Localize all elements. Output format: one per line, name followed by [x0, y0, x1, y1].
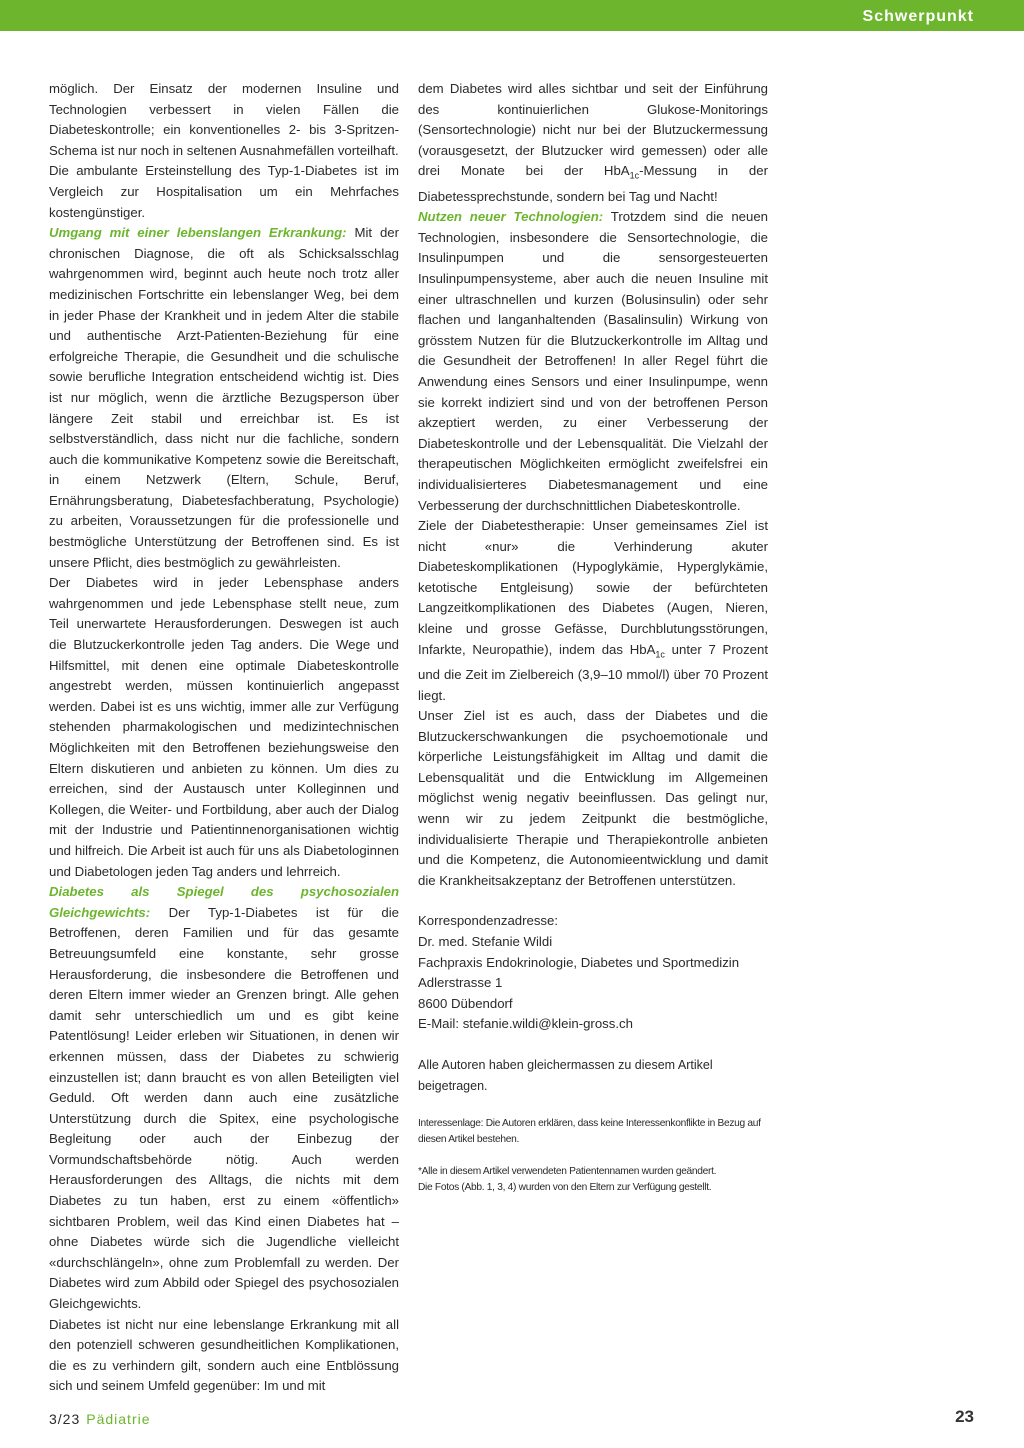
- section-label: Schwerpunkt: [862, 8, 974, 25]
- address-line: Dr. med. Stefanie Wildi: [418, 934, 553, 950]
- paragraph: [49, 882, 399, 1314]
- paragraph: [49, 223, 399, 573]
- paragraph-text: -Messung in der Diabetessprechstunde, sondern bei Tag und Nacht!: [418, 163, 768, 204]
- paragraph: [418, 516, 768, 706]
- subheading: Umgang mit einer lebenslangen Erkrankung:: [49, 225, 347, 241]
- page-number: 23: [955, 1407, 974, 1426]
- subheading: Nutzen neuer Technologien:: [418, 209, 604, 225]
- paragraph-text: Der Typ-1-Diabetes ist für die Betroffenen, deren Familien und für das gesamte Betreuungsumfeld eine konstante, sehr grosse Herausforderung, die insbesondere die Betroffenen und deren Eltern immer wieder an Grenzen bringt. Alle gehen damit sehr unterschiedlich um und es gibt keine Patentlösung! Leider erleben wir Situationen, in denen wir erkennen müssen, dass der Diabetes zu schwierig einzustellen ist; dann braucht es von allen Beteiligten viel Geduld. Oft werden dann auch eine zusätzliche Unterstützung durch die Spitex, eine psychologische Begleitung oder auch der Einbezug der Vormundschaftsbehörde nötig. Auch werden Herausforderungen des Alltags, die nichts mit dem Diabetes zu tun haben, erst zu einem «öffentlich» sichtbaren Problem, weil das Kind einen Diabetes hat – ohne Diabetes würde sich die Jugendliche vielleicht «durchschlängeln», ohne zum Problemfall zu werden. Der Diabetes wird zum Abbild oder Spiegel des psychosozialen Gleichgewichts.: [49, 904, 399, 1312]
- paragraph-text: dem Diabetes wird alles sichtbar und seit der Einführung des kontinuierlichen Glukose-Monitorings (Sensortechnologie) nicht nur bei der Blutzuckermessung (vorausgesetzt, der Blutzucker wird gemessen) oder alle drei Monate bei der HbA: [418, 81, 768, 179]
- right-column: [418, 79, 768, 1196]
- issue-number: 3/23: [49, 1411, 81, 1427]
- paragraph: Die ambulante Ersteinstellung des Typ-1-Diabetes ist im Vergleich zur Hospitalisation um ein Mehrfaches kostengünstiger.: [49, 163, 399, 220]
- subscript: 1c: [629, 171, 640, 182]
- footer-issue-info: [49, 1411, 151, 1427]
- footnote-line: Die Fotos (Abb. 1, 3, 4) wurden von den Eltern zur Verfügung gestellt.: [418, 1182, 712, 1194]
- paragraph: [418, 79, 768, 207]
- paragraph-text: Trotzdem sind die neuen Technologien, insbesondere die Sensortechnologie, die Insulinpumpen und die sensorgesteuerten Insulinpumpensysteme, aber auch die neuen Insuline mit einer ultraschnellen und kurzen (Bolusinsulin) oder sehr flachen und langanhaltenden (Basalinsulin) Wirkung von grösstem Nutzen für die Blutzuckerkontrolle im Alltag und die Gesundheit der Betroffenen! In aller Regel führt die Anwendung eines Sensors und einer Insulinpumpe, wenn sie korrekt indiziert sind und von der betroffenen Person akzeptiert werden, zu einer Verbesserung der Diabeteskontrolle und der Lebensqualität. Die Vielzahl der therapeutischen Möglichkeiten ermöglicht zweifelsfrei ein individualisierteres Diabetesmanagement und eine Verbesserung der durchschnittlichen Diabeteskontrolle.: [418, 209, 768, 513]
- paragraph: möglich. Der Einsatz der modernen Insuline und Technologien verbessert in vielen Fällen die Diabeteskontrolle; ein konventionelles 2- bis 3-Spritzen-Schema ist nur noch in seltenen Ausnahmefällen vorteilhaft.: [49, 81, 399, 158]
- paragraph-text: unter 7 Prozent und die Zeit im Zielbereich (3,9–10 mmol/l) über 70 Prozent liegt.: [418, 641, 768, 703]
- left-column: [49, 79, 399, 1397]
- footnote-line: *Alle in diesem Artikel verwendeten Patientennamen wurden geändert.: [418, 1166, 717, 1178]
- footnote: [418, 1164, 768, 1196]
- paragraph: Diabetes ist nicht nur eine lebenslange Erkrankung mit all den potenziell schweren gesundheitlichen Komplikationen, die es zu verhindern gilt, sondern auch eine Entblössung sich und seinem Umfeld gegenüber: Im und mit: [49, 1316, 399, 1394]
- paragraph-text: Mit der chronischen Diagnose, die oft als Schicksalsschlag wahrgenommen wird, beginnt auch heute noch trotz aller medizinischen Fortschritte ein lebenslanger Weg, bei dem in jeder Phase der Krankheit und in jedem Alter die stabile und authentische Arzt-Patienten-Beziehung für eine erfolgreiche Therapie, die Gesundheit und die schulische sowie berufliche Integration entscheidend wichtig ist. Dies ist nur möglich, wenn die ärztliche Bezugsperson über längere Zeit stabil und erreichbar ist. Es ist selbstverständlich, dass nicht nur die fachliche, sondern auch die kommunikative Kompetenz sowie die Bereitschaft, in einem Netzwerk (Eltern, Schule, Beruf, Ernährungsberatung, Diabetesfachberatung, Psychologie) zu arbeiten, Voraussetzungen für die professionelle und bestmögliche Unterstützung der Betroffenen sind. Es ist unsere Pflicht, dies bestmöglich zu gewährleisten.: [49, 225, 399, 570]
- address-line: Adlerstrasse 1: [418, 975, 503, 991]
- subscript: 1c: [655, 649, 665, 660]
- header-bar: [0, 0, 1024, 31]
- paragraph: [418, 207, 768, 516]
- paragraph: Der Diabetes wird in jeder Lebensphase anders wahrgenommen und jede Lebensphase stellt neue, zum Teil unerwartete Herausforderungen. Deswegen ist auch die Blutzuckerkontrolle jeden Tag anders. Die Wege und Hilfsmittel, mit denen eine optimale Diabeteskontrolle angestrebt werden, müssen kontinuierlich angepasst werden. Dabei ist es uns wichtig, immer alle zur Verfügung stehenden pharmakologischen und medizintechnischen Möglichkeiten mit den Betroffenen beziehungsweise den Eltern diskutieren und anbieten zu können. Um dies zu erreichen, sind der Austausch unter Kolleginnen und Kollegen, die Weiter- und Fortbildung, aber auch der Dialog mit der Industrie und Patientinnenorganisationen wichtig und hilfreich. Die Arbeit ist auch für uns als Diabetologinnen und Diabetologen jeden Tag anders und lehrreich.: [49, 575, 399, 879]
- address-line: Fachpraxis Endokrinologie, Diabetes und Sportmedizin: [418, 954, 740, 970]
- address-line: Korrespondenzadresse:: [418, 913, 559, 929]
- correspondence-address: [418, 911, 768, 1035]
- conflict-of-interest-note: Interessenlage: Die Autoren erklären, dass keine Interessenkonflikte in Bezug auf diesen Artikel bestehen.: [418, 1118, 761, 1146]
- authors-note: Alle Autoren haben gleichermassen zu diesem Artikel beigetragen.: [418, 1058, 713, 1093]
- email-line: E-Mail: stefanie.wildi@klein-gross.ch: [418, 1016, 633, 1032]
- subheading: Diabetes als Spiegel des psychosozialen Gleichgewichts:: [49, 884, 399, 920]
- address-line: 8600 Dübendorf: [418, 995, 513, 1011]
- magazine-name: Pädiatrie: [86, 1411, 151, 1427]
- paragraph: Unser Ziel ist es auch, dass der Diabetes und die Blutzuckerschwankungen die psychoemotionale und körperliche Leistungsfähigkeit im Alltag und damit die Lebensqualität und die Entwicklung im Allgemeinen möglichst wenig negativ beeinflussen. Das gelingt nur, wenn wir zu jedem Zeitpunkt die bestmögliche, individualisierte Therapie und Therapiekontrolle anbieten und die Kompetenz, die Autonomieentwicklung und damit die Krankheitsakzeptanz der Betroffenen unterstützen.: [418, 708, 768, 888]
- paragraph-text: Ziele der Diabetestherapie: Unser gemeinsames Ziel ist nicht «nur» die Verhinderung akuter Diabeteskomplikationen (Hypoglykämie, Hyperglykämie, ketotische Entgleisung) sowie der befürchteten Langzeitkomplikationen des Diabetes (Augen, Nieren, kleine und grosse Gefässe, Durchblutungsstörungen, Infarkte, Neuropathie), indem das HbA: [418, 518, 768, 657]
